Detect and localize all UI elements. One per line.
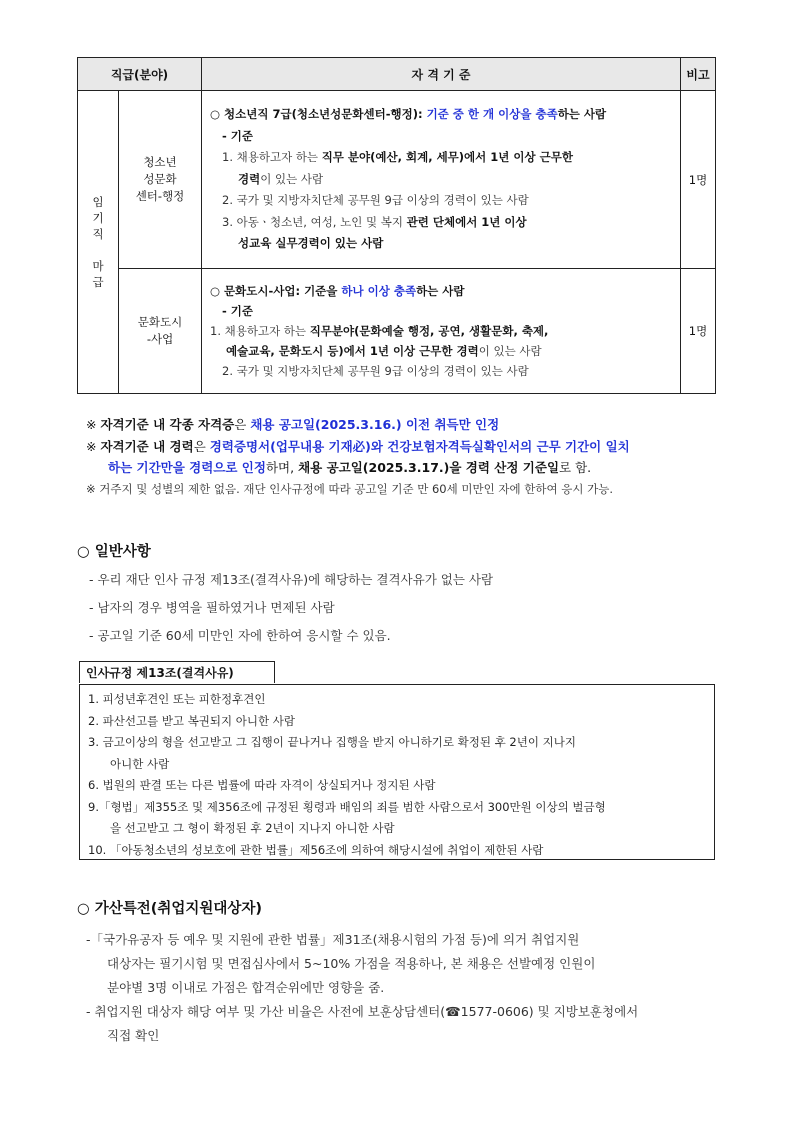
table-header-row bbox=[78, 58, 716, 91]
list-item: 10. 「아동청소년의 성보호에 관한 법률」제56조에 의하여 해당시설에 취업이 제한된 사람 bbox=[88, 842, 544, 857]
criteria-item-cont: 예술교육, 문화도시 등)에서 1년 이상 근무한 경력이 있는 사람 bbox=[226, 344, 542, 358]
list-item: - 취업지원 대상자 해당 여부 및 가산 비율은 사전에 보훈상담센터(☎1577-0606) 및 지방보훈청에서 bbox=[86, 1004, 639, 1019]
criteria-basis: - 기준 bbox=[222, 128, 253, 143]
position-label: 청소년 성문화 센터-행정 bbox=[135, 155, 185, 203]
notes-section bbox=[86, 414, 726, 500]
rule-box bbox=[79, 684, 715, 860]
criteria-item: 2. 국가 및 지방자치단체 공무원 9급 이상의 경력이 있는 사람 bbox=[222, 193, 529, 208]
note-experience-cont: 하는 기간만을 경력으로 인정하며, 채용 공고일(2025.3.17.)을 경력 산정 기준일로 함. bbox=[108, 460, 592, 475]
note-experience: ※ 자격기준 내 경력은 경력증명서(업무내용 기재必)와 건강보험자격득실확인서의 근무 기간이 일치 bbox=[86, 438, 630, 454]
bonus-list bbox=[86, 928, 726, 1048]
list-item: 6. 법원의 판결 또는 다른 법률에 따라 자격이 상실되거나 정지된 사람 bbox=[88, 778, 436, 792]
list-item: 1. 피성년후견인 또는 피한정후견인 bbox=[88, 692, 266, 706]
list-item-cont: 대상자는 필기시험 및 면접심사에서 5~10% 가점을 적용하나, 본 채용은 선발예정 인원이 bbox=[107, 956, 596, 971]
note-eligibility: ※ 거주지 및 성별의 제한 없음. 재단 인사규정에 따라 공고일 기준 만 60세 미만인 자에 한하여 응시 가능. bbox=[86, 481, 613, 496]
list-item-cont: 직접 확인 bbox=[107, 1028, 160, 1043]
criteria-item: 2. 국가 및 지방자치단체 공무원 9급 이상의 경력이 있는 사람 bbox=[222, 364, 529, 378]
list-item-cont: 분야별 3명 이내로 가점은 합격순위에만 영향을 줌. bbox=[107, 980, 385, 995]
criteria-item: 1. 채용하고자 하는 직무분야(문화예술 행정, 공연, 생활문화, 축제, bbox=[210, 324, 549, 338]
requirements-table bbox=[77, 57, 716, 394]
position-cell bbox=[119, 269, 202, 394]
position-cell bbox=[119, 91, 202, 269]
general-section-title: ○ 일반사항 bbox=[77, 544, 151, 560]
bonus-section-title: ○ 가산특전(취업지원대상자) bbox=[77, 901, 263, 917]
list-item-cont: 아니한 사람 bbox=[110, 756, 170, 771]
header-category: 직급(분야) bbox=[78, 58, 202, 91]
list-item: - 우리 재단 인사 규정 제13조(결격사유)에 해당하는 결격사유가 없는 사람 bbox=[89, 572, 494, 587]
table-row bbox=[78, 91, 716, 269]
list-item: -「국가유공자 등 예우 및 지원에 관한 법률」제31조(채용시험의 가점 등)에 의거 취업지원 bbox=[86, 932, 580, 947]
criteria-item: 1. 채용하고자 하는 직무 분야(예산, 회계, 세무)에서 1년 이상 근무한 bbox=[222, 150, 573, 165]
note-cell: 1명 bbox=[681, 91, 716, 269]
list-item-cont: 을 선고받고 그 형이 확정된 후 2년이 지나지 아니한 사람 bbox=[110, 821, 395, 835]
general-list bbox=[89, 566, 493, 650]
criteria-title: ○ 청소년직 7급(청소년성문화센터-행정): 기준 중 한 개 이상을 충족하는 사람 bbox=[210, 107, 607, 122]
table-row bbox=[78, 269, 716, 394]
list-item: 9.「형법」제355조 및 제356조에 규정된 횡령과 배임의 죄를 범한 사람으로서 300만원 이상의 벌금형 bbox=[88, 799, 606, 814]
list-item: 3. 금고이상의 형을 선고받고 그 집행이 끝나거나 집행을 받지 아니하기로 확정된 후 2년이 지나지 bbox=[88, 735, 576, 749]
position-label: 문화도시 -사업 bbox=[137, 315, 183, 346]
criteria-item: 3. 아동ㆍ청소년, 여성, 노인 및 복지 관련 단체에서 1년 이상 bbox=[222, 214, 527, 229]
header-criteria: 자 격 기 준 bbox=[202, 58, 681, 91]
list-item: 2. 파산선고를 받고 복권되지 아니한 사람 bbox=[88, 713, 295, 728]
criteria-cell bbox=[202, 269, 681, 394]
header-note: 비고 bbox=[681, 58, 716, 91]
criteria-item-cont: 성교육 실무경력이 있는 사람 bbox=[238, 236, 384, 251]
criteria-item-cont: 경력이 있는 사람 bbox=[238, 171, 324, 186]
rule-box-title: 인사규정 제13조(결격사유) bbox=[79, 661, 275, 683]
criteria-basis: - 기준 bbox=[222, 304, 253, 318]
criteria-title: ○ 문화도시-사업: 기준을 하나 이상 충족하는 사람 bbox=[210, 284, 465, 298]
criteria-cell bbox=[202, 91, 681, 269]
list-item: - 공고일 기준 60세 미만인 자에 한하여 응시할 수 있음. bbox=[89, 628, 391, 643]
category-label: 임 기 직 마 급 bbox=[92, 195, 104, 289]
note-cell: 1명 bbox=[681, 269, 716, 394]
list-item: - 남자의 경우 병역을 필하였거나 면제된 사람 bbox=[89, 600, 335, 615]
note-certificates: ※ 자격기준 내 각종 자격증은 채용 공고일(2025.3.16.) 이전 취득만 인정 bbox=[86, 417, 500, 432]
category-cell bbox=[78, 91, 119, 394]
